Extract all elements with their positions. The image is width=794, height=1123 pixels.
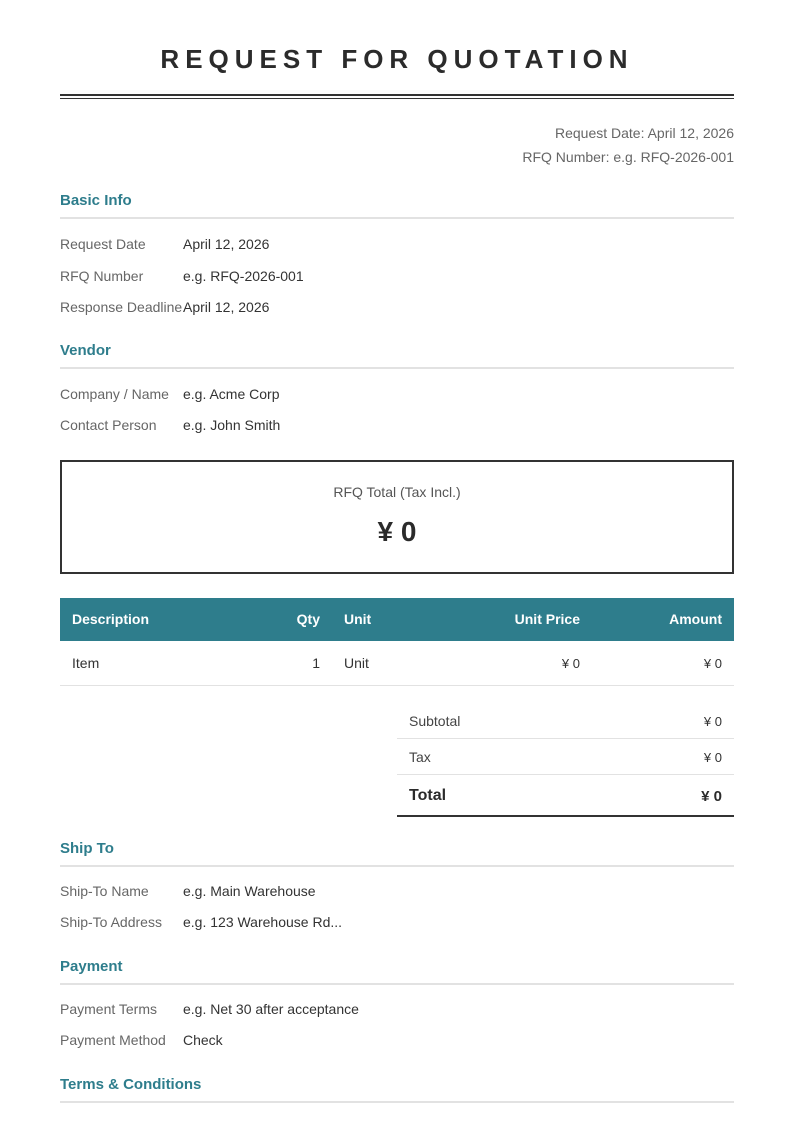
field-value-ship-to-address[interactable]: e.g. 123 Warehouse Rd... [183, 914, 343, 930]
cell-description[interactable]: Item [72, 655, 100, 671]
rfq-document [60, 0, 734, 1123]
rfq-total-amount: ¥ 0 [377, 516, 417, 547]
rfq-total-label: RFQ Total (Tax Incl.) [333, 484, 461, 500]
cell-qty[interactable]: 1 [312, 655, 320, 671]
field-label-payment-method: Payment Method [60, 1032, 166, 1048]
title-rule-thin [60, 98, 734, 99]
subtotal-label: Subtotal [409, 713, 461, 729]
cell-unit-price[interactable]: ¥ 0 [561, 656, 580, 671]
cell-unit[interactable]: Unit [344, 655, 369, 671]
column-header-unit: Unit [344, 611, 372, 627]
tax-value: ¥ 0 [703, 750, 722, 765]
column-header-unit-price: Unit Price [514, 611, 580, 627]
section-heading-terms: Terms & Conditions [60, 1076, 734, 1103]
rfq-total-box [60, 460, 734, 574]
field-label-ship-to-address: Ship-To Address [60, 914, 162, 930]
meta-request-date: Request Date: April 12, 2026 [554, 125, 734, 141]
field-value-ship-to-name[interactable]: e.g. Main Warehouse [183, 883, 316, 899]
title-rule [60, 94, 734, 96]
column-header-description: Description [72, 611, 150, 627]
section-heading-basic-info: Basic Info [60, 192, 734, 219]
section-heading-ship-to: Ship To [60, 840, 734, 867]
field-value-payment-method[interactable]: Check [183, 1032, 223, 1048]
summary-row-total [397, 775, 734, 817]
field-value-request-date[interactable]: April 12, 2026 [183, 236, 270, 252]
field-label-rfq-number: RFQ Number [60, 268, 144, 284]
column-header-qty: Qty [296, 611, 320, 627]
field-label-request-date: Request Date [60, 236, 146, 252]
field-label-contact-person: Contact Person [60, 417, 157, 433]
field-label-company: Company / Name [60, 386, 169, 402]
cell-amount: ¥ 0 [703, 656, 722, 671]
field-value-payment-terms[interactable]: e.g. Net 30 after acceptance [183, 1001, 359, 1017]
table-row[interactable] [60, 641, 734, 686]
total-label: Total [409, 787, 447, 804]
field-value-response-deadline[interactable]: April 12, 2026 [183, 299, 270, 315]
subtotal-value: ¥ 0 [703, 714, 722, 729]
field-value-company[interactable]: e.g. Acme Corp [183, 386, 280, 402]
field-value-contact-person[interactable]: e.g. John Smith [183, 417, 281, 433]
field-label-ship-to-name: Ship-To Name [60, 883, 149, 899]
field-label-response-deadline: Response Deadline [60, 299, 183, 315]
summary-row-tax [397, 738, 734, 775]
items-table-header [60, 598, 734, 641]
summary-row-subtotal [397, 702, 734, 739]
field-label-payment-terms: Payment Terms [60, 1001, 157, 1017]
section-heading-vendor: Vendor [60, 342, 734, 369]
tax-label: Tax [409, 749, 431, 765]
total-value: ¥ 0 [701, 788, 722, 805]
section-heading-payment: Payment [60, 958, 734, 985]
column-header-amount: Amount [669, 611, 722, 627]
field-value-rfq-number[interactable]: e.g. RFQ-2026-001 [183, 268, 304, 284]
meta-rfq-number: RFQ Number: e.g. RFQ-2026-001 [522, 149, 734, 165]
document-title: REQUEST FOR QUOTATION [160, 44, 634, 74]
